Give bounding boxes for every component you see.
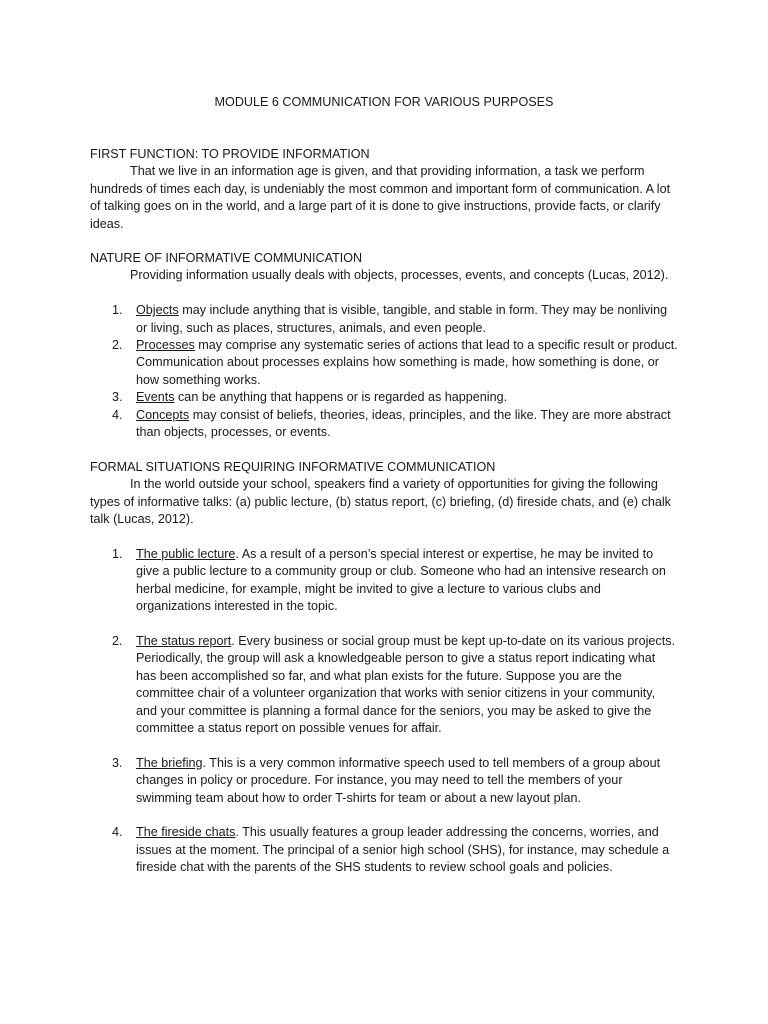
list-text: may include anything that is visible, tangible, and stable in form. They may be nonliving or living, such as places, structures, animals, and even people. bbox=[136, 303, 668, 335]
section-paragraph: That we live in an information age is given, and that providing information, a task we perform hundreds of times each day, is undeniably the most common and important form of communication. A lot of talking goes on in the world, and a large part of it is done to give instructions, provide facts, or clarify ideas. bbox=[90, 164, 671, 231]
list-item bbox=[90, 302, 678, 337]
list-term: The status report bbox=[136, 634, 232, 649]
section-formal-situations bbox=[90, 459, 678, 894]
list-text: . This is a very common informative speech used to tell members of a group about changes in policy or procedure. For instance, you may need to tell the members of your swimming team about how to order T-shirts for team or about a new layout plan. bbox=[136, 755, 661, 805]
numbered-list bbox=[90, 302, 678, 441]
list-term: The fireside chats bbox=[136, 825, 236, 840]
list-text: may consist of beliefs, theories, ideas, principles, and the like. They are more abstract than objects, processes, or events. bbox=[136, 407, 671, 440]
list-number: 1. bbox=[112, 303, 123, 318]
list-number: 2. bbox=[112, 634, 123, 649]
list-term: Processes bbox=[136, 338, 195, 353]
list-item bbox=[90, 389, 678, 406]
page-title: MODULE 6 COMMUNICATION FOR VARIOUS PURPOSES bbox=[214, 95, 554, 109]
section-paragraph: In the world outside your school, speakers find a variety of opportunities for giving the following types of informative talks: (a) public lecture, (b) status report, (c) briefing, (d) fireside chats, and (e) chalk talk (Lucas, 2012). bbox=[90, 477, 671, 527]
list-text: . As a result of a person’s special interest or expertise, he may be invited to give a public lecture to a community group or club. Someone who had an intensive research on herbal medicine, for example, might be invited to give a lecture to various clubs and organizations interested in the topic. bbox=[136, 547, 666, 614]
list-term: Events bbox=[136, 390, 175, 405]
list-item bbox=[90, 407, 678, 442]
list-number: 1. bbox=[112, 547, 123, 562]
section-nature-informative bbox=[90, 250, 678, 441]
list-number: 4. bbox=[112, 825, 123, 840]
list-term: The public lecture bbox=[136, 547, 236, 562]
list-text: can be anything that happens or is regarded as happening. bbox=[174, 390, 508, 405]
section-provide-information bbox=[90, 146, 678, 233]
list-text: . This usually features a group leader addressing the concerns, worries, and issues at the moment. The principal of a senior high school (SHS), for instance, may schedule a fireside chat with the parents of the SHS students to review school goals and policies. bbox=[136, 825, 670, 875]
list-item bbox=[90, 633, 678, 737]
list-text: may comprise any systematic series of actions that lead to a specific result or product. Communication about processes explains how something is made, how something is done, or how something works. bbox=[136, 338, 678, 387]
list-term: Concepts bbox=[136, 407, 190, 422]
section-heading: FORMAL SITUATIONS REQUIRING INFORMATIVE COMMUNICATION bbox=[90, 460, 496, 474]
section-paragraph: Providing information usually deals with objects, processes, events, and concepts (Lucas, 2012). bbox=[130, 268, 669, 283]
list-number: 3. bbox=[112, 755, 123, 770]
numbered-list bbox=[90, 546, 678, 877]
list-number: 4. bbox=[112, 407, 123, 422]
section-heading: FIRST FUNCTION: TO PROVIDE INFORMATION bbox=[90, 147, 370, 161]
list-item bbox=[90, 546, 678, 616]
list-text: . Every business or social group must be kept up-to-date on its various projects. Periodically, the group will ask a knowledgeable person to give a status report indicating what has been accomplished so far, and what plan exists for the future. Suppose you are the committee chair of a volunteer organization that works with senior citizens in your community, and your committee is planning a formal dance for the seniors, you may be asked to give the committee a status report on possible venues for affair. bbox=[136, 634, 675, 736]
list-item bbox=[90, 755, 678, 807]
list-item bbox=[90, 337, 678, 389]
list-number: 2. bbox=[112, 338, 123, 353]
list-number: 3. bbox=[112, 390, 123, 405]
list-term: Objects bbox=[136, 303, 179, 318]
list-item bbox=[90, 824, 678, 876]
list-term: The briefing bbox=[136, 755, 203, 770]
section-heading: NATURE OF INFORMATIVE COMMUNICATION bbox=[90, 251, 363, 265]
